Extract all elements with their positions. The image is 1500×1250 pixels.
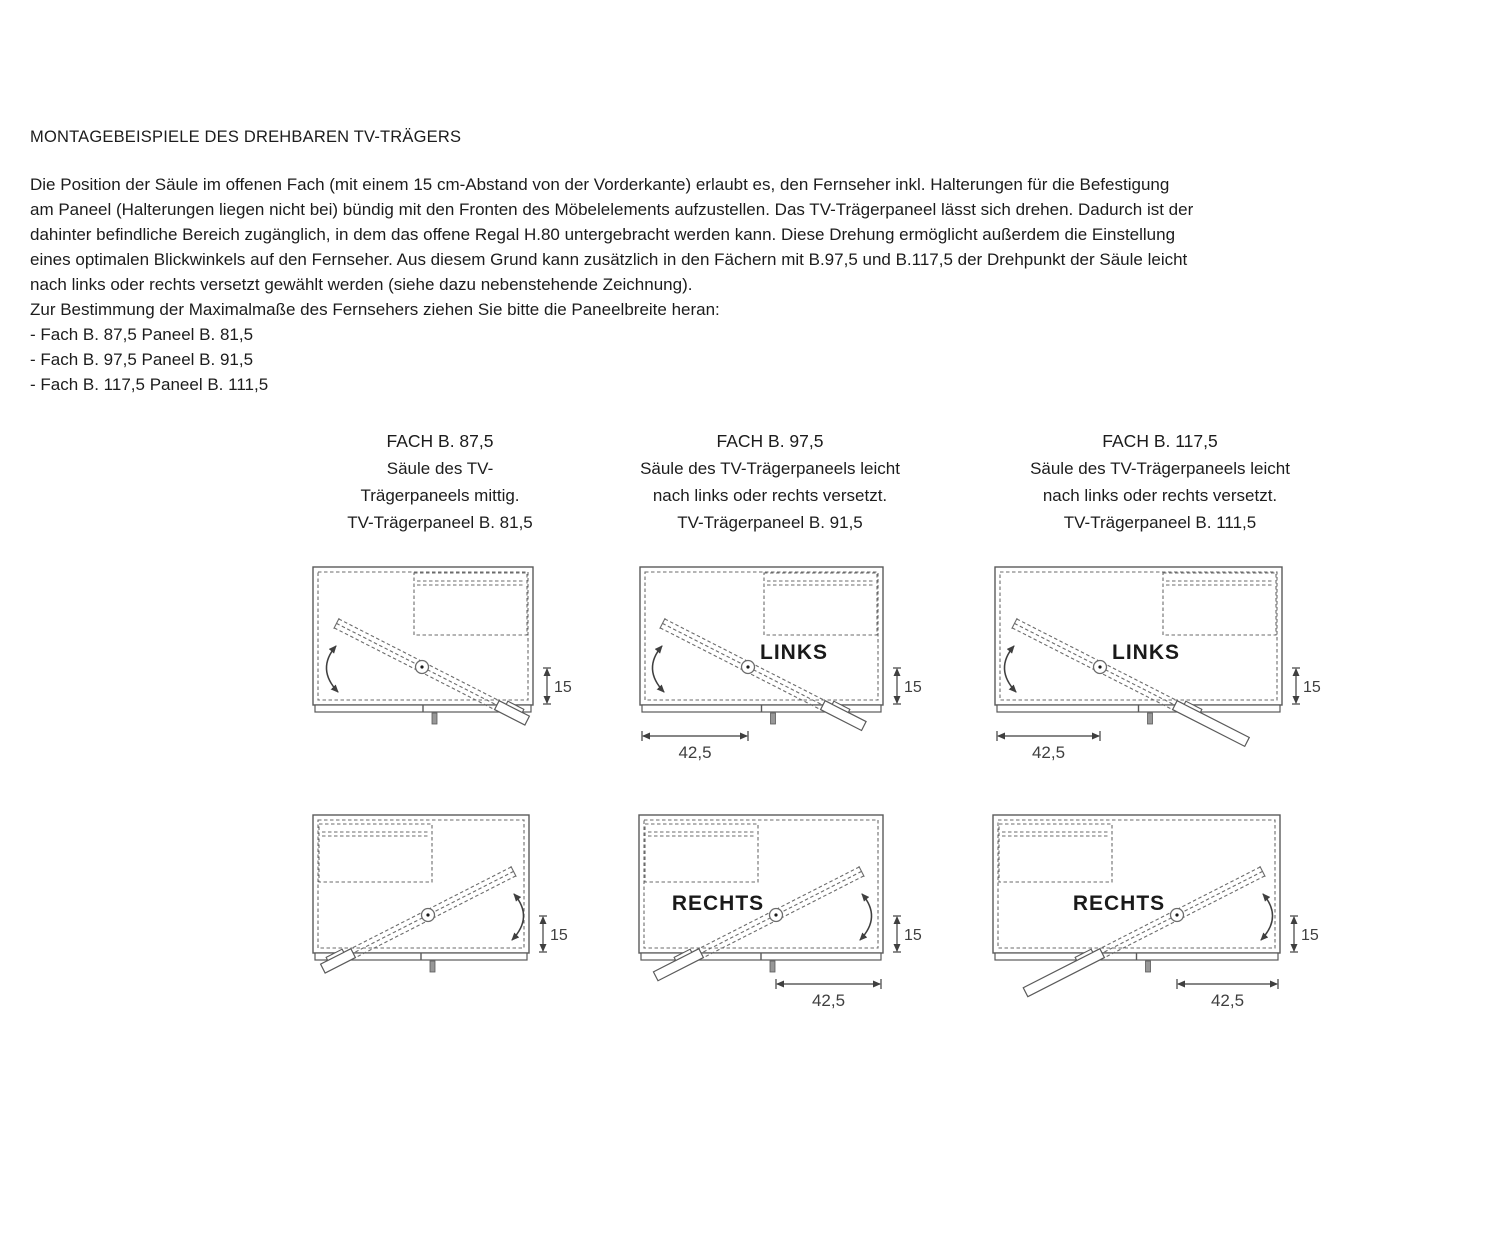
cabinet-foot (1146, 961, 1151, 972)
subtitle-line: nach links oder rechts versetzt. (652, 486, 888, 505)
dim-15-label: 15 (904, 927, 922, 944)
diagram-fach-97-links (626, 553, 983, 783)
cabinet-foot (770, 961, 775, 972)
subtitle-line: Säule des TV-Trägerpaneels leicht (1030, 459, 1290, 478)
dim-42-label: 42,5 (1031, 743, 1066, 762)
fach-title: FACH B. 87,5 (386, 431, 494, 451)
fach-title: FACH B. 97,5 (716, 431, 824, 451)
pivot-center-dot (774, 913, 777, 916)
links-label: LINKS (760, 641, 828, 664)
dim-15-label: 15 (1303, 679, 1321, 696)
column-header-fach-97 (600, 428, 940, 536)
column-header-fach-117 (990, 428, 1330, 536)
links-label: LINKS (1112, 641, 1180, 664)
intro-line: am Paneel (Halterungen liegen nicht bei) bündig mit den Fronten des Möbelelements aufzustellen. Das TV-Trägerpaneel lässt sich drehen. Dadurch ist der (30, 200, 1194, 219)
diagram-fach-117-links (981, 553, 1382, 783)
subtitle-line: TV-Trägerpaneel B. 81,5 (347, 513, 533, 532)
column-header-fach-87 (270, 428, 610, 536)
subtitle-line: TV-Trägerpaneel B. 91,5 (677, 513, 863, 532)
subtitle-line: Säule des TV- (386, 459, 494, 478)
subtitle-line: Säule des TV-Trägerpaneels leicht (640, 459, 900, 478)
page-title: MONTAGEBEISPIELE DES DREHBAREN TV-TRÄGERS (30, 128, 462, 146)
dim-42-label: 42,5 (811, 991, 846, 1010)
list-item: - Fach B. 117,5 Paneel B. 111,5 (30, 375, 269, 394)
pivot-center-dot (746, 665, 749, 668)
intro-line: dahinter befindliche Bereich zugänglich, in dem das offene Regal H.80 untergebracht werden kann. Diese Drehung ermöglicht außerdem die Einstellung (30, 225, 1176, 244)
cabinet-foot (771, 713, 776, 724)
diagram-fach-87-mittig (299, 553, 633, 783)
subtitle-line: Trägerpaneels mittig. (360, 486, 520, 505)
pivot-center-dot (1098, 665, 1101, 668)
list-item: - Fach B. 87,5 Paneel B. 81,5 (30, 325, 254, 344)
intro-line: Die Position der Säule im offenen Fach (mit einem 15 cm-Abstand von der Vorderkante) erlaubt es, den Fernseher inkl. Halterungen für die Befestigung (30, 175, 1170, 194)
intro-line: Zur Bestimmung der Maximalmaße des Fernsehers ziehen Sie bitte die Paneelbreite heran: (30, 300, 720, 319)
cabinet-foot (1148, 713, 1153, 724)
intro-line: nach links oder rechts versetzt gewählt werden (siehe dazu nebenstehende Zeichnung). (30, 275, 693, 294)
cabinet-foot (432, 713, 437, 724)
dim-42-label: 42,5 (1210, 991, 1245, 1010)
dim-42-label: 42,5 (678, 743, 712, 762)
cabinet-outline (313, 567, 533, 705)
rechts-label: RECHTS (671, 892, 765, 915)
rechts-label: RECHTS (1072, 892, 1166, 915)
dim-15-label: 15 (554, 679, 572, 696)
intro-text (30, 172, 1193, 397)
fach-title: FACH B. 117,5 (1102, 431, 1218, 451)
dim-15-label: 15 (904, 679, 922, 696)
dim-15-label: 15 (550, 927, 568, 944)
intro-line: eines optimalen Blickwinkels auf den Fernseher. Aus diesem Grund kann zusätzlich in den Fächern mit B.97,5 und B.117,5 der Drehpunkt der Säule leicht (30, 250, 1188, 269)
list-item: - Fach B. 97,5 Paneel B. 91,5 (30, 350, 254, 369)
subtitle-line: nach links oder rechts versetzt. (1042, 486, 1278, 505)
cabinet-foot (430, 961, 435, 972)
subtitle-line: TV-Trägerpaneel B. 111,5 (1063, 513, 1257, 532)
diagram-fach-117-rechts (843, 801, 1380, 1031)
pivot-center-dot (420, 665, 423, 668)
cabinet-outline (993, 815, 1280, 953)
pivot-center-dot (1175, 913, 1178, 916)
pivot-center-dot (426, 913, 429, 916)
dim-15-label: 15 (1301, 927, 1319, 944)
